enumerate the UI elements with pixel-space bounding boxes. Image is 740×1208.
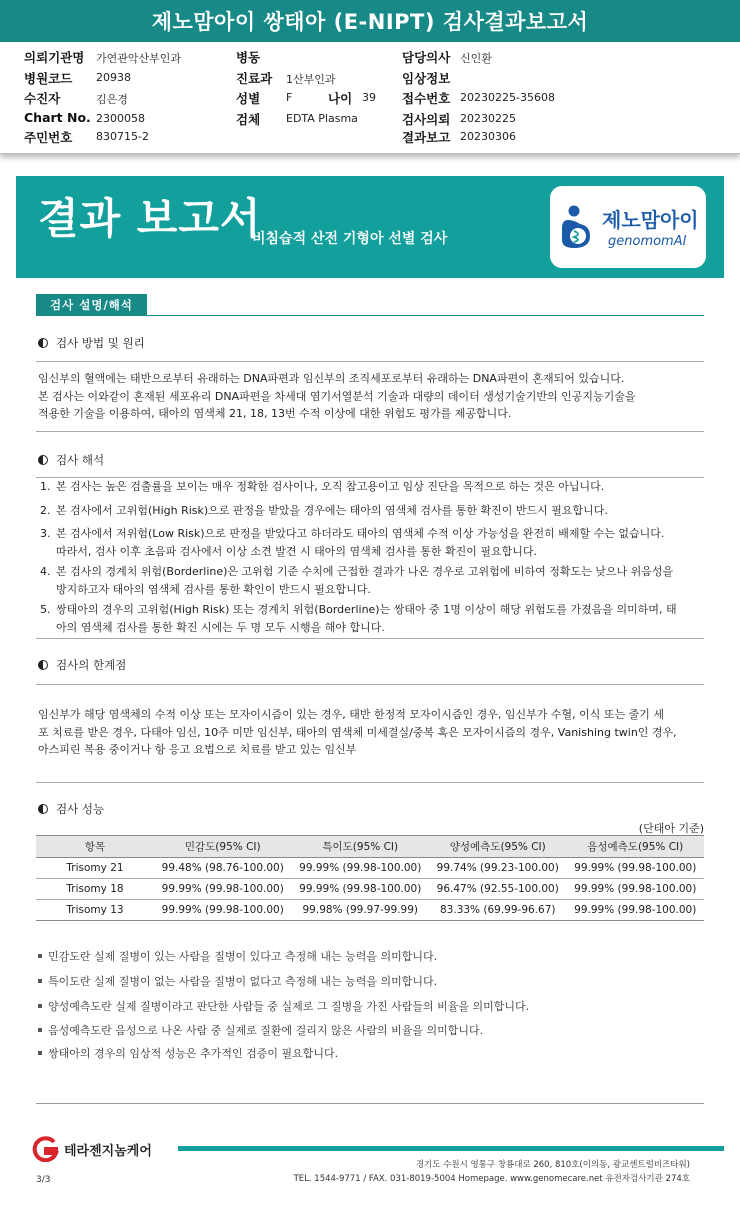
bullet-icon	[38, 979, 42, 983]
table-cell: 99.99% (99.98-100.00)	[567, 879, 705, 900]
table-header: 특이도(95% CI)	[292, 836, 430, 858]
list-number: 1.	[40, 480, 51, 493]
table-header: 민감도(95% CI)	[154, 836, 292, 858]
list-item	[40, 563, 706, 598]
limitations-line: 포 치료를 받은 경우, 다태아 임신, 10주 미만 임신부, 태아의 염색체 미세결실/중복 혹은 모자이시즘의 경우, Vanishing twin인 경우,	[38, 725, 677, 739]
note-item	[38, 998, 529, 1014]
table-header: 음성예측도(95% CI)	[567, 836, 705, 858]
logo-name: 제노맘아이	[602, 208, 699, 232]
company-contact: TEL. 1544-9771 / FAX. 031-8019-5004 Homepage. www.genomecare.net 유전자검사기관 274호	[293, 1174, 690, 1184]
method-text	[38, 370, 706, 423]
method-title-text: 검사 방법 및 원리	[56, 336, 145, 350]
list-line: 본 검사에서 저위험(Low Risk)으로 판정을 받았다고 하더라도 태아의 염색체 수적 이상 가능성을 완전히 배제할 수는 없습니다.	[56, 527, 665, 540]
table-cell: Trisomy 13	[36, 900, 154, 921]
theragen-logo-icon	[32, 1136, 60, 1162]
info-label-age: 나이	[328, 91, 353, 106]
info-label-department: 진료과	[236, 71, 273, 86]
method-line: 적용한 기술을 이용하여, 태아의 염색체 21, 18, 13번 수적 이상에 대한 위험도 평가를 제공합니다.	[38, 407, 512, 420]
list-item	[40, 502, 706, 520]
bullet-icon	[38, 1051, 42, 1055]
info-value-sex: F	[286, 91, 293, 104]
info-value-patient: 김은경	[96, 93, 128, 106]
table-row	[36, 858, 704, 879]
limitations-title	[38, 657, 126, 673]
list-line: 따라서, 검사 이후 초음파 검사에서 이상 소견 발견 시 태아의 염색체 검사를 통한 확진이 필요합니다.	[56, 544, 537, 558]
info-label-hospital-code: 병원코드	[24, 71, 73, 86]
info-value-resident-no: 830715-2	[96, 130, 149, 143]
limitations-line: 임신부가 해당 염색체의 수적 이상 또는 모자이시즘이 있는 경우, 태반 한정적 모자이시즘인 경우, 임신부가 수혈, 이식 또는 줄기 세	[38, 708, 664, 721]
info-label-receipt: 접수번호	[402, 91, 451, 106]
table-cell: 99.74% (99.23-100.00)	[429, 858, 567, 879]
info-value-chart-no: 2300058	[96, 112, 145, 125]
report-title: 제노맘아이 쌍태아 (E-NIPT) 검사결과보고서	[0, 0, 740, 42]
info-label-report-date: 결과보고	[402, 130, 451, 145]
performance-table	[36, 835, 704, 921]
limitations-text	[38, 706, 706, 759]
note-item	[38, 1022, 483, 1038]
genomom-logo	[550, 186, 706, 268]
half-circle-icon	[38, 804, 48, 814]
note-item	[38, 948, 437, 964]
banner-heading: 결과 보고서	[38, 194, 262, 243]
table-header-row	[36, 836, 704, 858]
info-value-department: 1산부인과	[286, 73, 336, 86]
note-item	[38, 1045, 338, 1061]
divider	[36, 684, 704, 685]
info-label-clinical: 임상정보	[402, 71, 451, 86]
info-value-doctor: 신인환	[460, 52, 492, 65]
list-line: 방지하고자 태아의 염색체 검사를 통한 확인이 반드시 필요합니다.	[56, 582, 371, 596]
list-number: 2.	[40, 503, 51, 517]
table-cell: 99.99% (99.98-100.00)	[154, 900, 292, 921]
bullet-icon	[38, 1028, 42, 1032]
info-label-institution: 의뢰기관명	[24, 50, 85, 65]
performance-title	[38, 801, 104, 817]
list-item	[40, 478, 706, 496]
table-cell: 99.48% (98.76-100.00)	[154, 858, 292, 879]
performance-unit: (단태아 기준)	[638, 822, 704, 835]
table-cell: 99.99% (99.98-100.00)	[567, 858, 705, 879]
list-line: 아의 염색체 검사를 통한 확진 시에는 두 명 모두 시행을 해야 합니다.	[56, 620, 385, 634]
interpretation-list	[40, 478, 706, 636]
info-label-ward: 병동	[236, 50, 261, 65]
info-value-specimen: EDTA Plasma	[286, 112, 358, 125]
tab-divider	[36, 315, 704, 316]
note-item	[38, 973, 437, 989]
info-value-institution: 가연관악산부인과	[96, 52, 182, 65]
note-text: 쌍태아의 경우의 임상적 성능은 추가적인 검증이 필요합니다.	[48, 1047, 339, 1060]
info-value-request-date: 20230225	[460, 112, 516, 125]
divider	[36, 361, 704, 362]
table-cell: 99.99% (99.98-100.00)	[292, 879, 430, 900]
list-line: 본 검사는 높은 검출률을 보이는 매우 정확한 검사이나, 오직 참고용이고 임상 진단을 목적으로 하는 것은 아닙니다.	[56, 480, 605, 493]
table-cell: 99.99% (99.98-100.00)	[154, 879, 292, 900]
list-item	[40, 601, 706, 636]
table-header: 항목	[36, 836, 154, 858]
banner-subheading: 비침습적 산전 기형아 선별 검사	[252, 231, 448, 247]
list-number: 5.	[40, 603, 51, 616]
table-header: 양성예측도(95% CI)	[429, 836, 567, 858]
bullet-icon	[38, 1004, 42, 1008]
info-value-receipt: 20230225-35608	[460, 91, 555, 104]
interpretation-title-text: 검사 해석	[56, 453, 105, 467]
list-line: 본 검사에서 고위험(High Risk)으로 판정을 받았을 경우에는 태아의 염색체 검사를 통한 확진이 반드시 필요합니다.	[56, 503, 608, 517]
bullet-icon	[38, 954, 42, 958]
footer-divider	[36, 1103, 704, 1104]
table-cell: Trisomy 21	[36, 858, 154, 879]
limitations-title-text: 검사의 한계점	[56, 658, 127, 672]
divider	[36, 638, 704, 639]
list-number: 3.	[40, 527, 51, 540]
table-cell: 96.47% (92.55-100.00)	[429, 879, 567, 900]
divider	[36, 782, 704, 783]
info-value-age: 39	[362, 91, 376, 104]
list-number: 4.	[40, 565, 51, 578]
method-title	[38, 335, 145, 351]
table-row	[36, 879, 704, 900]
info-value-report-date: 20230306	[460, 130, 516, 143]
patient-info-panel	[0, 42, 740, 154]
table-cell: Trisomy 18	[36, 879, 154, 900]
logo-en: genomomAI	[608, 234, 687, 249]
list-item	[40, 525, 706, 560]
half-circle-icon	[38, 338, 48, 348]
divider	[36, 431, 704, 432]
info-label-specimen: 검체	[236, 112, 261, 127]
table-cell: 99.99% (99.98-100.00)	[567, 900, 705, 921]
genomom-logo-icon	[560, 204, 596, 252]
interpretation-title	[38, 452, 104, 468]
half-circle-icon	[38, 660, 48, 670]
company-name: 테라젠지놈케어	[64, 1143, 152, 1159]
note-text: 양성예측도란 실제 질병이라고 판단한 사람들 중 실제로 그 질병을 가진 사람들의 비율을 의미합니다.	[48, 1000, 530, 1013]
table-row	[36, 900, 704, 921]
note-text: 민감도란 실제 질병이 있는 사람을 질병이 있다고 측정해 내는 능력을 의미합니다.	[48, 950, 438, 963]
footer-bar	[178, 1146, 724, 1151]
note-text: 특이도란 실제 질병이 없는 사람을 질병이 없다고 측정해 내는 능력을 의미합니다.	[48, 975, 438, 988]
info-label-patient: 수진자	[24, 91, 61, 106]
info-label-resident-no: 주민번호	[24, 130, 73, 145]
table-cell: 99.99% (99.98-100.00)	[292, 858, 430, 879]
list-line: 본 검사의 경계치 위험(Borderline)은 고위험 기준 수치에 근접한 결과가 나온 경우로 고위험에 비하여 정확도는 낮으나 위음성을	[56, 565, 674, 578]
page-number: 3/3	[36, 1175, 51, 1185]
info-label-sex: 성별	[236, 91, 261, 106]
info-label-request-date: 검사의뢰	[402, 112, 451, 127]
note-text: 음성예측도란 음성으로 나온 사람 중 실제로 질환에 걸리지 않은 사람의 비율을 의미합니다.	[48, 1024, 484, 1037]
half-circle-icon	[38, 455, 48, 465]
method-line: 임신부의 혈액에는 태반으로부터 유래하는 DNA파편과 임신부의 조직세포로부터 유래하는 DNA파편이 혼재되어 있습니다.	[38, 372, 625, 385]
list-line: 쌍태아의 경우의 고위험(High Risk) 또는 경계치 위험(Borderline)는 쌍태아 중 1명 이상이 해당 위험도를 가졌음을 의미하며, 태	[56, 603, 677, 616]
company-logo	[32, 1136, 152, 1162]
info-label-chart-no: Chart No.	[24, 110, 91, 125]
result-banner	[16, 176, 724, 278]
limitations-line: 아스피린 복용 중이거나 항 응고 요법으로 치료를 받고 있는 임신부	[38, 743, 357, 756]
section-tab: 검사 설명/해석	[36, 294, 147, 315]
table-cell: 83.33% (69.99-96.67)	[429, 900, 567, 921]
company-address: 경기도 수원시 영통구 창룡대로 260, 810호(이의동, 광교센트럴비즈타워)	[415, 1160, 690, 1170]
info-label-doctor: 담당의사	[402, 50, 451, 65]
performance-title-text: 검사 성능	[56, 802, 105, 816]
method-line: 본 검사는 이와같이 혼재된 세포유리 DNA파편을 차세대 염기서열분석 기술과 대량의 데이터 생성기술기반의 인공지능기술을	[38, 389, 636, 403]
table-cell: 99.98% (99.97-99.99)	[292, 900, 430, 921]
info-value-hospital-code: 20938	[96, 71, 131, 84]
